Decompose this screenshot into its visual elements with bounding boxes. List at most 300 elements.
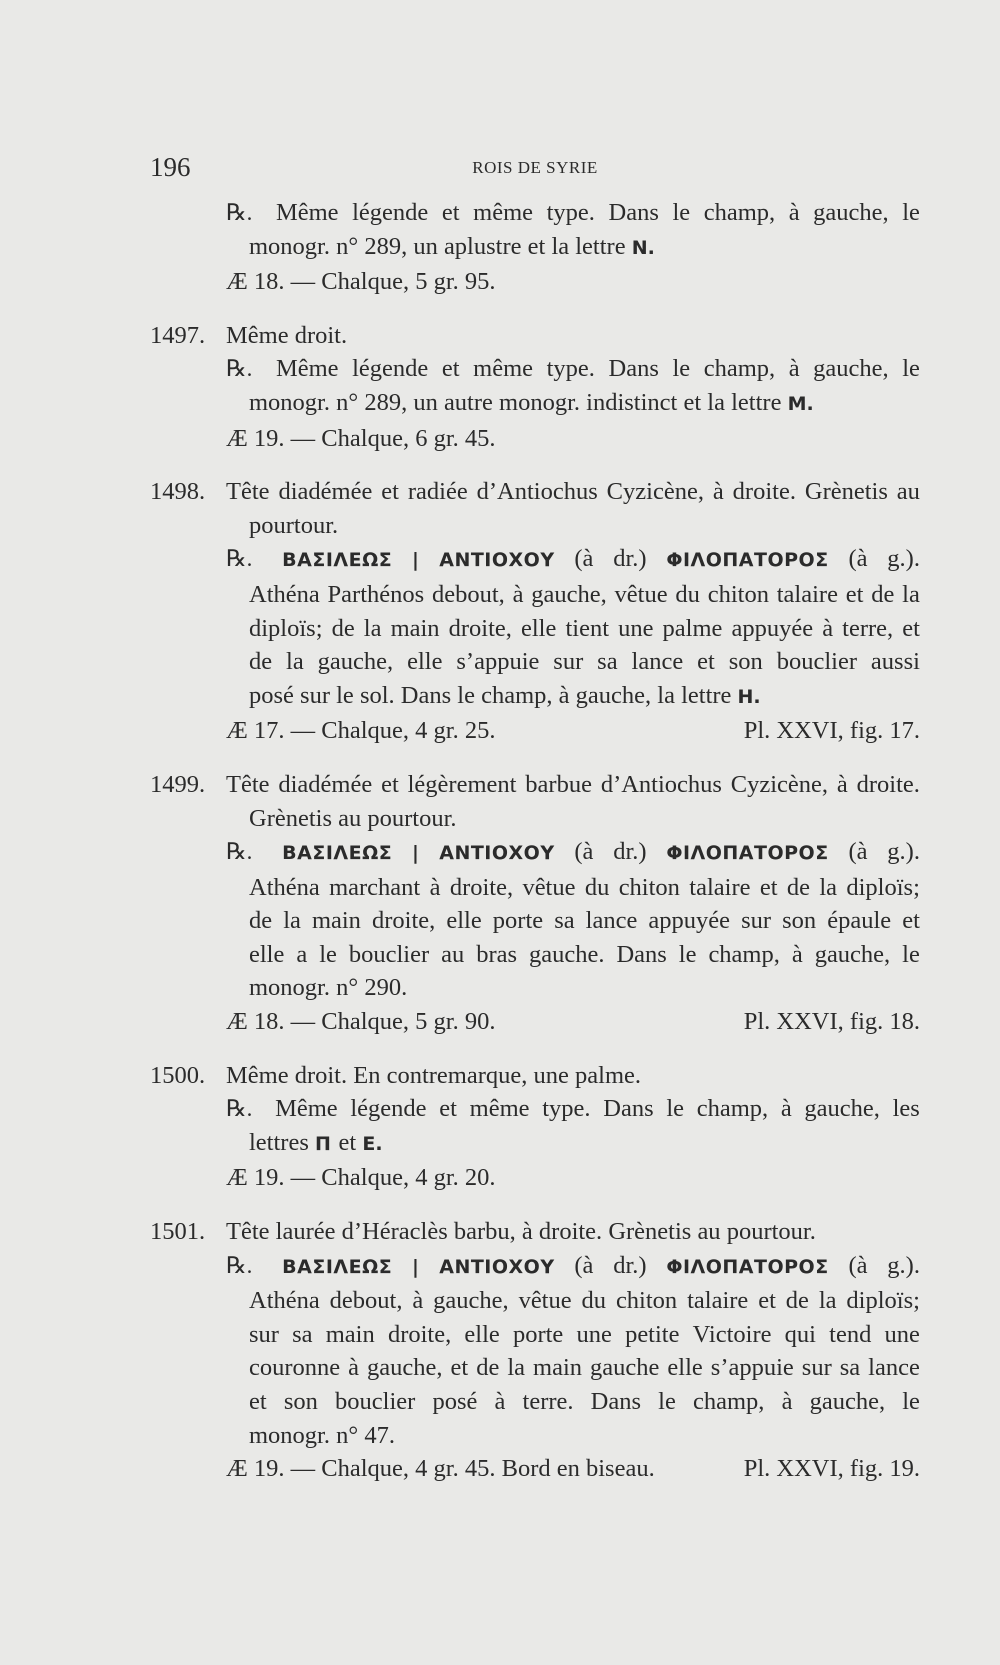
word: sur [300,681,337,709]
word: monogr. [249,974,337,1002]
word: g.). [887,1251,920,1279]
word: légèrement [407,770,517,798]
word: gauche, [367,1354,443,1382]
word: Æ [226,1164,254,1192]
word: Dans [603,1095,654,1123]
word: à [788,199,800,226]
text-line [150,1284,920,1318]
text-line [150,509,920,543]
word: aussi [870,648,920,676]
word: Chalque, [321,1164,416,1192]
text-line [150,265,920,299]
word: vêtue [614,580,668,608]
word: vêtue [522,873,576,901]
running-title: ROIS DE SYRIE [472,158,598,177]
word: Même [275,1095,338,1123]
text-line [150,1249,920,1285]
word: aplustre [443,232,528,260]
word: gauche, [813,355,889,383]
word: son [728,648,763,676]
greek-legend: ΑΝΤΙΟΧΟΥ [439,549,555,572]
word: Grènetis [804,478,888,506]
word: diploïs; [249,614,323,642]
text-line [150,422,920,456]
word: sa [839,1354,861,1382]
text-line [150,871,920,905]
field-letter: H. [737,685,761,708]
word: à [512,580,524,608]
word: droit. [294,1061,354,1089]
text-line [150,352,920,386]
text-line [150,802,920,836]
greek-legend: ΦΙΛΟΠΑΤΟΡΟΣ [666,1255,829,1278]
greek-legend: ΑΝΤΙΟΧΟΥ [439,842,555,865]
word: d’Antiochus [600,770,722,798]
entry-number: 1501. [150,1218,206,1246]
word: sur [553,648,584,676]
word: à [521,1218,539,1246]
word: au [697,1218,727,1246]
word: droite. [732,478,796,506]
word: Tête [226,770,270,798]
word: une [618,614,654,642]
text-line [150,679,920,715]
text-line [150,904,920,938]
word: droite. [856,770,920,798]
word: la [551,232,576,260]
word: Parthénos [327,580,425,608]
reverse-symbol: ℞. [226,1252,253,1278]
word: s’appuie [710,1354,794,1382]
word: et [381,770,399,798]
word: indistinct [586,388,684,416]
word: gauche, [575,681,658,709]
text-line [150,578,920,612]
plate-reference: Pl. XXVI, fig. 18. [743,1008,920,1036]
word: gauche, [531,580,607,608]
word: bouclier [348,940,430,968]
word: — [290,1164,322,1192]
word: diadémée [278,770,373,798]
word: champ, [703,199,776,226]
word: gauche, [814,940,891,968]
text-line [150,1059,920,1093]
word: la [507,1354,526,1382]
reverse-symbol: ℞. [226,1096,253,1122]
word: et [441,199,460,226]
word: une [576,1320,612,1348]
word: porte [512,1320,564,1348]
word: main [311,907,361,935]
word: (à [574,838,594,866]
word: En [353,1061,387,1089]
word: n° [336,388,365,416]
word: du [584,873,610,901]
word: porte [492,907,544,935]
word: même [473,355,534,383]
word: la [657,681,682,709]
text-line [150,1318,920,1352]
word: au [896,478,920,506]
word: et [527,232,552,260]
word: 6 [415,424,434,452]
page-number: 196 [150,152,191,182]
word: son [782,907,817,935]
word: légende [352,355,429,383]
word: dr.) [613,838,647,866]
word: (à [574,1251,594,1279]
word: Dans [400,681,458,709]
page-header [150,152,920,188]
text-line [150,386,920,422]
line-text [226,768,920,802]
word: monogr. [499,388,587,416]
word: n° [336,974,365,1002]
word: Cyzicène, [606,478,704,506]
word: marchant [329,873,421,901]
word: Æ [226,268,254,296]
reverse-symbol: ℞. [226,546,253,572]
word: posé [432,1388,478,1415]
word: gr. [433,268,465,296]
word: et [441,355,460,383]
word: la [283,907,301,935]
weight-description: Æ 19. — Chalque, 4 gr. 45. Bord en biseau. [226,1455,655,1483]
word: du [581,1287,607,1315]
plate-reference: Pl. XXVI, fig. 19. [743,1455,920,1483]
word: d’Héraclès [341,1218,454,1246]
field-letter: N. [631,236,655,259]
word: du [675,580,700,608]
word: gauche, [813,199,889,226]
word: main [325,1320,375,1348]
catalog-body [150,196,920,1486]
word: légende [352,199,429,226]
word: sur [801,1354,832,1382]
word: dr.) [613,1251,647,1279]
word: même [473,199,534,226]
greek-legend: | [412,842,420,865]
word: lance [631,648,684,676]
weight-description: Æ 18. — Chalque, 5 gr. 90. [226,1008,496,1036]
word: Dans [608,355,659,383]
text-line [150,1419,920,1453]
word: une [884,1320,920,1348]
word: droite. [538,1218,609,1246]
word: le [678,940,697,968]
word: 290. [364,974,408,1002]
word: gauche, [317,648,394,676]
word: lance [868,1354,920,1382]
word: — [290,268,322,296]
word: Æ [226,424,254,452]
text-line [150,612,920,646]
text-line [150,1351,920,1385]
word: et [697,648,715,676]
word: diadémée [278,478,373,506]
text-line [150,714,920,748]
reverse-symbol: ℞. [226,200,253,225]
word: 95. [464,268,496,296]
word: radiée [407,478,468,506]
word: debout, [431,580,505,608]
text-line [150,319,920,353]
word: talaire [776,580,838,608]
word: laurée [275,1218,342,1246]
word: droite, [448,614,512,642]
word: palme. [575,1061,642,1089]
word: et [845,580,864,608]
word: qui [784,1320,816,1348]
word: Athéna [249,1287,320,1315]
word: à [348,1354,360,1382]
word: un [413,232,444,260]
word: à [429,873,441,901]
word: le [672,199,691,226]
word: et [759,873,778,901]
word: Chalque, [321,268,416,296]
word: monogr. [249,1421,337,1449]
word: de [249,648,273,676]
word: de [786,873,810,901]
word: 4 [415,1164,434,1192]
word: a [296,940,308,968]
word: Dans [616,940,667,968]
text-line [150,230,920,266]
word: les [892,1095,920,1123]
word: d’Antiochus [476,478,598,506]
word: Dans [608,199,659,226]
word: Athéna [249,873,320,901]
word: le [902,355,920,383]
word: Dans [590,1388,642,1415]
word: 289, [364,232,414,260]
word: (à [848,545,868,573]
text-line [150,1215,920,1249]
word: la [707,388,732,416]
word: à [836,770,848,798]
word: elle [249,940,285,968]
word: elle [521,614,557,642]
greek-legend: Π [315,1132,339,1155]
word: barbu, [453,1218,522,1246]
word: droite, [372,907,436,935]
entry-number: 1500. [150,1061,206,1089]
word: Grènetis [249,804,339,832]
word: lettre [731,388,788,416]
greek-legend: ΒΑΣΙΛΕΩΣ [282,1255,393,1278]
word: au [441,940,465,968]
word: droit. [294,321,348,349]
reverse-symbol: ℞. [226,839,253,865]
entry-number: 1498. [150,478,206,506]
word: au [338,804,368,832]
text-line [150,768,920,802]
word: Victoire [692,1320,772,1348]
greek-legend: | [412,1255,420,1278]
word: sur [741,907,772,935]
text-line [150,1126,920,1162]
word: bras [476,940,518,968]
word: gauche, [804,1095,880,1123]
word: son [283,1388,318,1415]
word: champ, [692,1388,765,1415]
word: g.). [887,838,920,866]
word: gauche [590,1354,660,1382]
word: lettre [575,232,632,260]
word: g.). [887,545,920,573]
word: gauche, [433,1287,509,1315]
field-letter: E. [362,1132,383,1155]
text-line [150,1385,920,1419]
word: elle [667,1354,703,1382]
text-line [150,971,920,1005]
greek-legend: ΑΝΤΙΟΧΟΥ [439,1255,555,1278]
word: et [249,1388,267,1415]
word: pourtour. [726,1218,816,1246]
word: type. [546,355,595,383]
greek-legend: ΒΑΣΙΛΕΩΣ [282,549,393,572]
word: et [381,478,399,506]
word: et [758,1287,776,1315]
entry-1499 [150,768,920,1039]
word: et [902,614,920,642]
text-line [150,1092,920,1126]
word: le [319,940,337,968]
greek-legend: ΒΑΣΙΛΕΩΣ [282,842,393,865]
word: 289, [364,388,414,416]
word: (à [574,545,594,573]
word: légende [350,1095,427,1123]
word: sa [597,648,618,676]
word: le [902,940,920,968]
word: 45. [464,424,496,452]
entry-1498 [150,475,920,748]
word: 19. [253,424,291,452]
text-line [150,1161,920,1195]
word: vêtue [518,1287,572,1315]
word: — [290,424,322,452]
word: type. [542,1095,591,1123]
word: pourtour. [249,511,339,539]
word: 19. [253,1164,291,1192]
word: Grènetis [608,1218,698,1246]
word: gr. [433,424,465,452]
text-line [150,196,920,230]
reverse-symbol: ℞. [226,356,253,382]
text-line [150,645,920,679]
word: le [336,681,360,709]
text-line [150,938,920,972]
greek-legend: | [412,549,420,572]
word: lance [585,907,638,935]
word: chiton [707,580,769,608]
word: appuyée [648,907,731,935]
word: de [476,1354,500,1382]
word: la [363,614,382,642]
word: la [818,1287,837,1315]
greek-legend: ΦΙΛΟΠΑΤΟΡΟΣ [666,549,829,572]
word: debout, [329,1287,403,1315]
word: une [533,1061,576,1089]
word: talaire [689,873,751,901]
word: sa [292,1320,313,1348]
word: même [469,1095,530,1123]
word: sur [249,1320,279,1348]
word: palme [662,614,723,642]
word: le [902,1388,920,1415]
word: et [902,907,920,935]
word: Tête [226,478,270,506]
word: un [413,388,444,416]
entry-1501 [150,1215,920,1486]
word: de [249,907,273,935]
word: (à [848,1251,868,1279]
text-line [150,1005,920,1039]
word: à [494,1388,506,1415]
word: sol. [359,681,401,709]
line-text [226,475,920,509]
text-line [150,835,920,871]
entry-1497 [150,319,920,455]
word: tient [565,614,609,642]
word: et [338,1128,363,1156]
word: la [819,873,838,901]
word: barbue [525,770,592,798]
word: Tête [226,1218,276,1246]
word: gauche, [809,1388,886,1415]
word: à [788,355,800,383]
entry-number: 1499. [150,770,206,798]
word: dr.) [613,545,647,573]
word: à [712,478,724,506]
word: Même [226,1061,295,1089]
word: petite [625,1320,680,1348]
word: autre [443,388,500,416]
word: n° [336,232,365,260]
word: épaule [827,907,892,935]
word: à [781,1388,793,1415]
word: main [533,1354,583,1382]
word: elle [446,907,482,935]
word: à [791,940,803,968]
word: (à [848,838,868,866]
word: le [666,1095,684,1123]
word: champ, [481,681,559,709]
word: champ, [703,355,776,383]
word: de [871,580,895,608]
word: pourtour. [367,804,457,832]
word: posé [249,681,301,709]
word: sa [554,907,575,935]
entry-continued [150,196,920,299]
word: Athéna [249,580,320,608]
word: à [558,681,576,709]
word: droite, [449,873,514,901]
word: monogr. [249,388,337,416]
word: terre. [522,1388,574,1415]
word: et [450,1354,469,1382]
word: contremarque, [386,1061,534,1089]
word: le [672,355,691,383]
word: Chalque, [321,424,416,452]
word: s’appuie [456,648,540,676]
word: 5 [415,268,434,296]
greek-legend: ΦΙΛΟΠΑΤΟΡΟΣ [666,842,829,865]
word: lettres [249,1128,315,1156]
word: bouclier [335,1388,416,1415]
entry-number: 1497. [150,321,206,349]
